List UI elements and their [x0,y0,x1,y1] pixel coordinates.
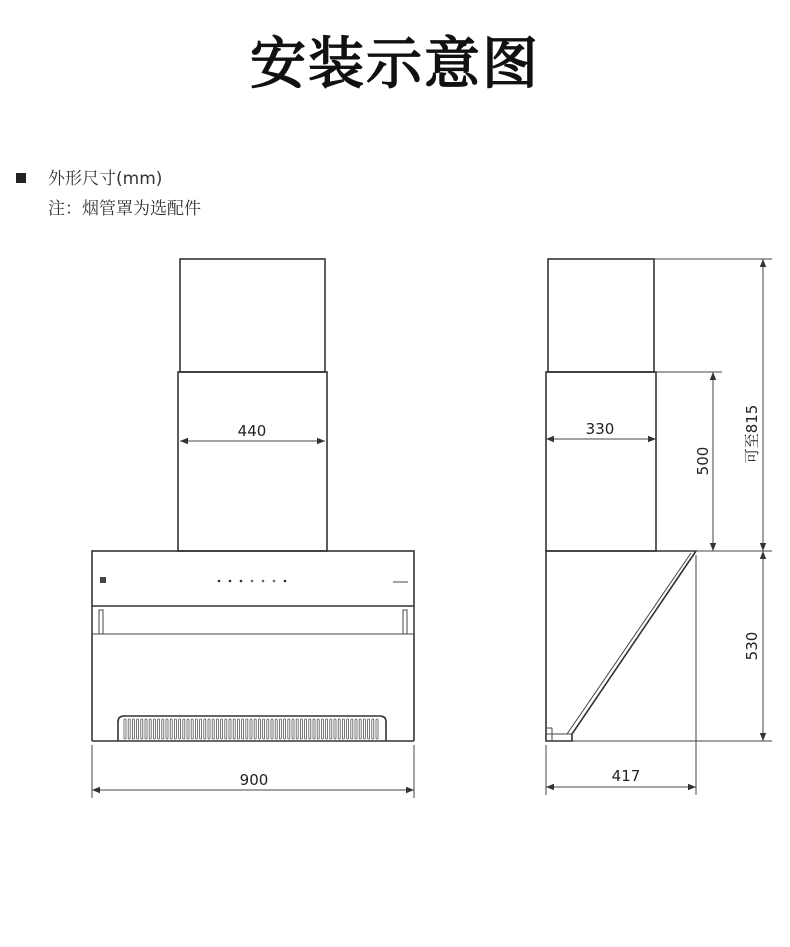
grille-slot [158,719,160,739]
grille-slot [351,719,353,739]
grille-slot [376,719,378,739]
grille-slot [317,719,319,739]
grille-slot [300,719,302,739]
dim-900-label: 900 [239,771,269,789]
dim-815-label: 可至815 [743,404,761,464]
grille-slot [313,719,315,739]
grille-slot [216,719,218,739]
grille-slot [137,719,139,739]
grille-slot [330,719,332,739]
page-title: 安装示意图 [250,32,540,97]
dim-side-chimney-depth [546,420,656,439]
dim-side-chimney-height [694,372,713,551]
grille-slot [212,719,214,739]
grille-slot [263,719,265,739]
dim-417-label: 417 [611,767,641,785]
grille-slot [191,719,193,739]
grille-slot [195,719,197,739]
side-view [546,259,772,795]
grille-slot [326,719,328,739]
grille-slot [221,719,223,739]
grille-slot [372,719,374,739]
grille-slot [208,719,210,739]
grille-slot [309,719,311,739]
grille-slot [200,719,202,739]
grille-slot [153,719,155,739]
grille-slot [233,719,235,739]
grille-slot [359,719,361,739]
grille-slot [145,719,147,739]
dim-440-label: 440 [237,422,267,440]
dim-front-body-width [92,745,414,798]
grille-slot [292,719,294,739]
grille-slot [187,719,189,739]
grille-slot [225,719,227,739]
grille-slot [132,719,134,739]
grille-slot [271,719,273,739]
grille-slot [242,719,244,739]
grille-slot [246,719,248,739]
side-body-profile [546,551,696,741]
front-chimney-lower [178,372,327,551]
grille-slot [288,719,290,739]
grille-slot [141,719,143,739]
grille-slot [149,719,151,739]
grille-slot [347,719,349,739]
grille-slot [162,719,164,739]
front-view [92,259,414,798]
grille-slot [250,719,252,739]
grille-slot [363,719,365,739]
grille-slot [254,719,256,739]
grille-slot [166,719,168,739]
front-control-buttons [218,580,287,583]
grille-slot [296,719,298,739]
front-glass-panel [92,606,414,634]
outline-size-label: 外形尺寸(mm) [48,169,163,189]
grille-slot [258,719,260,739]
grille-slot [124,719,126,739]
side-chimney-lower [546,372,656,551]
grille-slot [174,719,176,739]
grille-slot [334,719,336,739]
dim-500-label: 500 [694,446,712,476]
dim-side-body-depth [546,555,696,795]
grille-slot [275,719,277,739]
spec-note-row: 注：烟管罩为选配件 [48,199,201,219]
grille-slot [342,719,344,739]
dim-front-chimney-width [180,422,325,441]
dim-side-max-height [743,259,763,551]
front-chimney-upper [180,259,325,372]
grille-slot [229,719,231,739]
dim-side-body-height [743,551,763,741]
grille-slot [355,719,357,739]
grille-slot [183,719,185,739]
dim-530-label: 530 [743,631,761,661]
grille-slot [338,719,340,739]
dim-330-label: 330 [585,420,615,438]
grille-slot [179,719,181,739]
grille-slot [284,719,286,739]
grille-slot [237,719,239,739]
side-chimney-upper [548,259,654,372]
front-control-panel [92,551,414,606]
grille-slot [204,719,206,739]
front-logo-icon [100,577,106,583]
grille-slot [267,719,269,739]
front-grille-slots [124,719,378,739]
grille-slot [128,719,130,739]
grille-slot [279,719,281,739]
grille-slot [305,719,307,739]
grille-slot [321,719,323,739]
grille-slot [368,719,370,739]
grille-slot [170,719,172,739]
